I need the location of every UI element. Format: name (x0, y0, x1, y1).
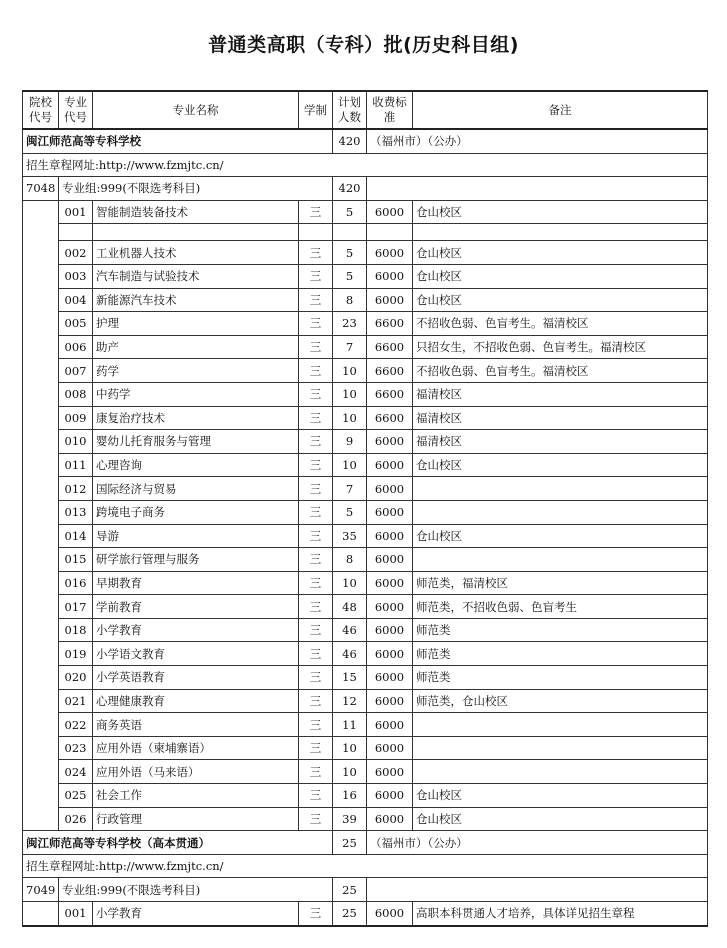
major-row (23, 642, 708, 666)
major-name: 应用外语（柬埔寨语） (93, 736, 299, 760)
major-remark: 师范类，不招收色弱、色盲考生 (413, 595, 708, 619)
major-duration: 三 (299, 784, 333, 808)
major-name: 汽车制造与试验技术 (93, 264, 299, 288)
major-remark: 师范类 (413, 642, 708, 666)
school-code-cell (23, 200, 59, 224)
school2-group-plan: 25 (333, 878, 367, 902)
major-code: 023 (59, 736, 93, 760)
major-row (23, 689, 708, 713)
spacer-row (23, 224, 708, 241)
major-name: 助产 (93, 335, 299, 359)
major-plan: 8 (333, 548, 367, 572)
major-name: 新能源汽车技术 (93, 288, 299, 312)
major-plan: 15 (333, 666, 367, 690)
major-remark: 仓山校区 (413, 264, 708, 288)
major-row (23, 902, 708, 926)
major-plan: 5 (333, 500, 367, 524)
major-code: 024 (59, 760, 93, 784)
school-code-cell (23, 477, 59, 501)
header-remark: 备注 (413, 91, 708, 129)
major-duration: 三 (299, 382, 333, 406)
major-name: 跨境电子商务 (93, 500, 299, 524)
school2-code: 7049 (23, 878, 59, 902)
major-plan: 10 (333, 736, 367, 760)
major-plan: 35 (333, 524, 367, 548)
major-code: 004 (59, 288, 93, 312)
header-major-code: 专业代号 (59, 91, 93, 129)
major-plan: 8 (333, 288, 367, 312)
school-code-cell (23, 382, 59, 406)
major-fee: 6000 (367, 807, 413, 831)
header-school-code: 院校代号 (23, 91, 59, 129)
major-fee: 6000 (367, 430, 413, 454)
major-code: 018 (59, 618, 93, 642)
major-plan: 5 (333, 200, 367, 224)
major-fee: 6000 (367, 571, 413, 595)
major-duration: 三 (299, 807, 333, 831)
major-name: 应用外语（马来语） (93, 760, 299, 784)
major-fee: 6000 (367, 618, 413, 642)
major-code: 022 (59, 713, 93, 737)
major-plan: 16 (333, 784, 367, 808)
major-row (23, 807, 708, 831)
major-remark: 仓山校区 (413, 453, 708, 477)
major-code: 002 (59, 241, 93, 265)
major-name: 国际经济与贸易 (93, 477, 299, 501)
major-fee: 6600 (367, 382, 413, 406)
major-duration: 三 (299, 359, 333, 383)
major-name: 小学语文教育 (93, 642, 299, 666)
major-code: 013 (59, 500, 93, 524)
school1-plan: 420 (333, 129, 367, 153)
major-plan: 25 (333, 902, 367, 926)
major-code: 014 (59, 524, 93, 548)
major-duration: 三 (299, 264, 333, 288)
major-plan: 10 (333, 760, 367, 784)
major-row (23, 618, 708, 642)
major-name: 护理 (93, 312, 299, 336)
major-fee: 6000 (367, 264, 413, 288)
school-code-cell (23, 784, 59, 808)
major-name: 商务英语 (93, 713, 299, 737)
major-fee: 6000 (367, 500, 413, 524)
major-duration: 三 (299, 736, 333, 760)
school-code-cell (23, 807, 59, 831)
major-remark: 仓山校区 (413, 200, 708, 224)
major-plan: 10 (333, 406, 367, 430)
major-fee: 6600 (367, 406, 413, 430)
major-duration: 三 (299, 241, 333, 265)
major-fee: 6000 (367, 902, 413, 926)
spacer-cell (23, 224, 59, 241)
school1-group-row (23, 177, 708, 201)
school-code-cell (23, 524, 59, 548)
major-name: 早期教育 (93, 571, 299, 595)
school1-section (23, 129, 708, 831)
major-fee: 6000 (367, 666, 413, 690)
major-duration: 三 (299, 689, 333, 713)
school-code-cell (23, 288, 59, 312)
major-remark (413, 760, 708, 784)
major-name: 学前教育 (93, 595, 299, 619)
school2-section (23, 831, 708, 926)
school1-url-row (23, 153, 708, 177)
school-code-cell (23, 264, 59, 288)
school1-code: 7048 (23, 177, 59, 201)
major-duration: 三 (299, 288, 333, 312)
major-name: 康复治疗技术 (93, 406, 299, 430)
major-plan: 11 (333, 713, 367, 737)
major-code: 015 (59, 548, 93, 572)
major-remark: 仓山校区 (413, 524, 708, 548)
major-row (23, 288, 708, 312)
major-row (23, 760, 708, 784)
spacer-cell (59, 224, 93, 241)
spacer-cell (333, 224, 367, 241)
major-name: 行政管理 (93, 807, 299, 831)
major-remark: 福清校区 (413, 382, 708, 406)
major-plan: 9 (333, 430, 367, 454)
school2-group-row (23, 878, 708, 902)
major-remark: 师范类 (413, 618, 708, 642)
page-title: 普通类高职（专科）批(历史科目组) (208, 34, 519, 56)
school-code-cell (23, 618, 59, 642)
school-code-cell (23, 642, 59, 666)
major-duration: 三 (299, 571, 333, 595)
school1-remark: （福州市）（公办） (367, 129, 708, 153)
major-name: 智能制造装备技术 (93, 200, 299, 224)
major-row (23, 595, 708, 619)
major-row (23, 713, 708, 737)
school2-plan: 25 (333, 831, 367, 855)
major-plan: 5 (333, 241, 367, 265)
school2-url: 招生章程网址:http://www.fzmjtc.cn/ (23, 854, 708, 878)
major-remark (413, 548, 708, 572)
major-code: 006 (59, 335, 93, 359)
major-remark: 高职本科贯通人才培养，具体详见招生章程 (413, 902, 708, 926)
major-fee: 6000 (367, 760, 413, 784)
major-row (23, 784, 708, 808)
major-row (23, 500, 708, 524)
major-fee: 6000 (367, 200, 413, 224)
major-plan: 12 (333, 689, 367, 713)
major-row (23, 382, 708, 406)
major-name: 婴幼儿托育服务与管理 (93, 430, 299, 454)
school-code-cell (23, 312, 59, 336)
major-duration: 三 (299, 524, 333, 548)
school1-name: 闽江师范高等专科学校 (23, 129, 333, 153)
major-duration: 三 (299, 453, 333, 477)
major-remark: 师范类，仓山校区 (413, 689, 708, 713)
major-code: 008 (59, 382, 93, 406)
major-duration: 三 (299, 902, 333, 926)
major-plan: 23 (333, 312, 367, 336)
major-name: 心理健康教育 (93, 689, 299, 713)
school-code-cell (23, 760, 59, 784)
school1-group-remark (367, 177, 708, 201)
major-name: 导游 (93, 524, 299, 548)
major-duration: 三 (299, 335, 333, 359)
school1-group-plan: 420 (333, 177, 367, 201)
major-duration: 三 (299, 666, 333, 690)
major-fee: 6000 (367, 784, 413, 808)
major-fee: 6000 (367, 713, 413, 737)
major-duration: 三 (299, 760, 333, 784)
school-code-cell (23, 902, 59, 926)
major-code: 025 (59, 784, 93, 808)
major-remark: 师范类 (413, 666, 708, 690)
major-code: 020 (59, 666, 93, 690)
major-remark (413, 713, 708, 737)
major-plan: 5 (333, 264, 367, 288)
major-name: 社会工作 (93, 784, 299, 808)
major-duration: 三 (299, 312, 333, 336)
major-row (23, 200, 708, 224)
major-fee: 6600 (367, 335, 413, 359)
major-duration: 三 (299, 406, 333, 430)
major-plan: 10 (333, 382, 367, 406)
major-remark: 福清校区 (413, 430, 708, 454)
major-plan: 46 (333, 642, 367, 666)
major-name: 小学教育 (93, 902, 299, 926)
major-code: 016 (59, 571, 93, 595)
school-code-cell (23, 430, 59, 454)
major-fee: 6000 (367, 477, 413, 501)
spacer-cell (299, 224, 333, 241)
major-remark: 仓山校区 (413, 807, 708, 831)
major-remark (413, 500, 708, 524)
major-row (23, 359, 708, 383)
school-code-cell (23, 595, 59, 619)
major-code: 026 (59, 807, 93, 831)
major-duration: 三 (299, 477, 333, 501)
major-remark: 不招收色弱、色盲考生。福清校区 (413, 312, 708, 336)
admission-plan-table (22, 90, 708, 927)
major-name: 研学旅行管理与服务 (93, 548, 299, 572)
major-code: 019 (59, 642, 93, 666)
major-code: 003 (59, 264, 93, 288)
school-code-cell (23, 335, 59, 359)
major-code: 021 (59, 689, 93, 713)
major-name: 小学英语教育 (93, 666, 299, 690)
major-row (23, 736, 708, 760)
major-code: 010 (59, 430, 93, 454)
school-code-cell (23, 713, 59, 737)
school2-name-row (23, 831, 708, 855)
major-fee: 6000 (367, 548, 413, 572)
major-fee: 6000 (367, 241, 413, 265)
major-fee: 6000 (367, 288, 413, 312)
major-fee: 6600 (367, 359, 413, 383)
major-remark (413, 736, 708, 760)
school2-name: 闽江师范高等专科学校（高本贯通） (23, 831, 333, 855)
header-duration: 学制 (299, 91, 333, 129)
major-row (23, 241, 708, 265)
header-row (23, 91, 708, 129)
major-plan: 10 (333, 453, 367, 477)
school-code-cell (23, 571, 59, 595)
major-row (23, 571, 708, 595)
school-code-cell (23, 736, 59, 760)
major-name: 心理咨询 (93, 453, 299, 477)
school1-group: 专业组:999(不限选考科目) (59, 177, 333, 201)
major-name: 工业机器人技术 (93, 241, 299, 265)
major-remark: 不招收色弱、色盲考生。福清校区 (413, 359, 708, 383)
spacer-cell (413, 224, 708, 241)
major-fee: 6000 (367, 453, 413, 477)
major-code: 007 (59, 359, 93, 383)
school-code-cell (23, 453, 59, 477)
major-fee: 6000 (367, 642, 413, 666)
major-code: 005 (59, 312, 93, 336)
major-name: 药学 (93, 359, 299, 383)
school-code-cell (23, 359, 59, 383)
major-remark: 仓山校区 (413, 241, 708, 265)
major-code: 001 (59, 902, 93, 926)
major-plan: 39 (333, 807, 367, 831)
school2-remark: （福州市）（公办） (367, 831, 708, 855)
major-remark: 师范类，福清校区 (413, 571, 708, 595)
major-row (23, 335, 708, 359)
major-code: 012 (59, 477, 93, 501)
major-plan: 46 (333, 618, 367, 642)
major-code: 009 (59, 406, 93, 430)
major-fee: 6000 (367, 524, 413, 548)
major-duration: 三 (299, 548, 333, 572)
header-major-name: 专业名称 (93, 91, 299, 129)
school1-name-row (23, 129, 708, 153)
major-duration: 三 (299, 642, 333, 666)
major-remark: 福清校区 (413, 406, 708, 430)
major-duration: 三 (299, 713, 333, 737)
major-plan: 7 (333, 335, 367, 359)
major-duration: 三 (299, 200, 333, 224)
school-code-cell (23, 666, 59, 690)
school2-group-remark (367, 878, 708, 902)
school-code-cell (23, 241, 59, 265)
major-remark (413, 477, 708, 501)
school-code-cell (23, 689, 59, 713)
major-code: 017 (59, 595, 93, 619)
major-row (23, 548, 708, 572)
school1-url: 招生章程网址:http://www.fzmjtc.cn/ (23, 153, 708, 177)
school-code-cell (23, 406, 59, 430)
major-fee: 6000 (367, 595, 413, 619)
major-plan: 7 (333, 477, 367, 501)
major-remark: 仓山校区 (413, 784, 708, 808)
major-plan: 10 (333, 359, 367, 383)
school-code-cell (23, 548, 59, 572)
major-remark: 仓山校区 (413, 288, 708, 312)
major-row (23, 312, 708, 336)
school2-group: 专业组:999(不限选考科目) (59, 878, 333, 902)
major-row (23, 453, 708, 477)
major-fee: 6600 (367, 312, 413, 336)
major-row (23, 477, 708, 501)
major-plan: 48 (333, 595, 367, 619)
major-fee: 6000 (367, 689, 413, 713)
spacer-cell (367, 224, 413, 241)
major-remark: 只招女生，不招收色弱、色盲考生。福清校区 (413, 335, 708, 359)
major-code: 001 (59, 200, 93, 224)
major-row (23, 264, 708, 288)
major-fee: 6000 (367, 736, 413, 760)
major-duration: 三 (299, 500, 333, 524)
major-row (23, 666, 708, 690)
major-duration: 三 (299, 430, 333, 454)
major-duration: 三 (299, 618, 333, 642)
major-plan: 10 (333, 571, 367, 595)
major-row (23, 406, 708, 430)
header-plan: 计划人数 (333, 91, 367, 129)
header-fee: 收费标准 (367, 91, 413, 129)
major-row (23, 430, 708, 454)
school2-url-row (23, 854, 708, 878)
major-name: 小学教育 (93, 618, 299, 642)
major-row (23, 524, 708, 548)
major-duration: 三 (299, 595, 333, 619)
school-code-cell (23, 500, 59, 524)
major-name: 中药学 (93, 382, 299, 406)
spacer-cell (93, 224, 299, 241)
major-code: 011 (59, 453, 93, 477)
